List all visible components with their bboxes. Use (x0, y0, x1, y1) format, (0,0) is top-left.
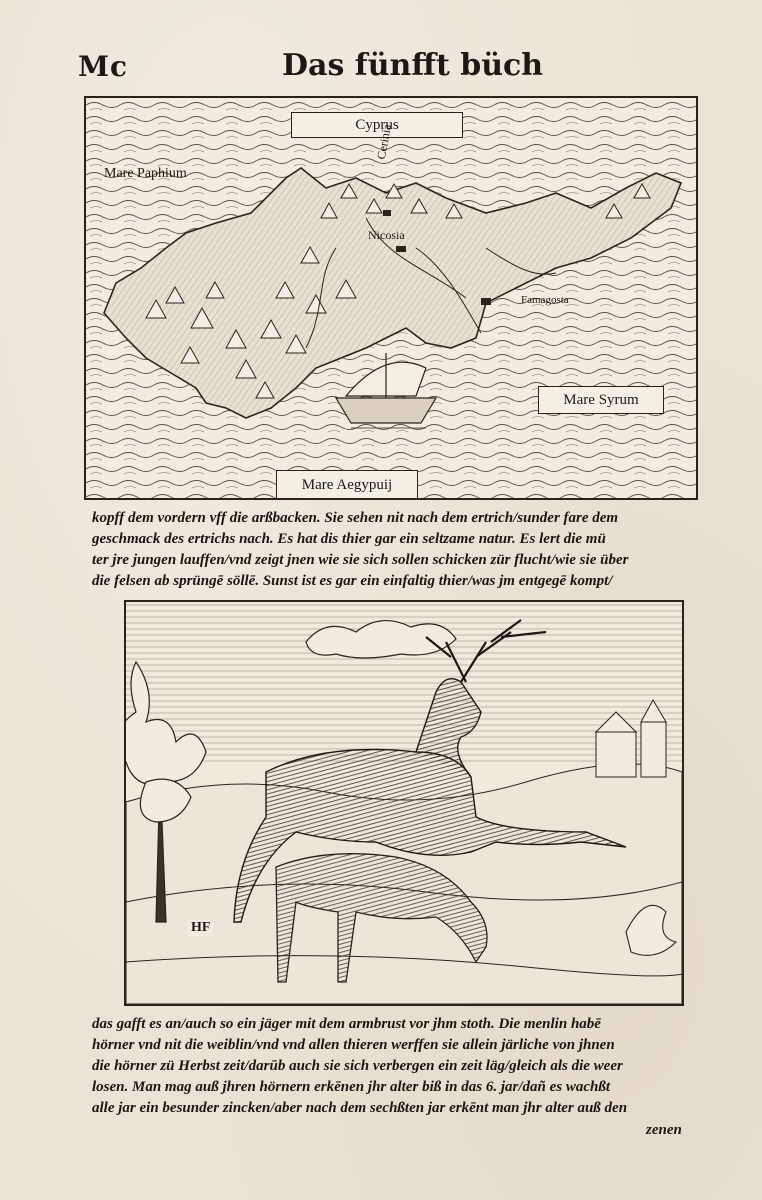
label-mare-aegyptii: Mare Aegypuij (301, 477, 393, 493)
label-mare-syrum: Mare Syrum (563, 392, 639, 408)
running-head: Das fünfft büch (282, 48, 544, 83)
text-line: geschmack des ertrichs nach. Es hat dis thier gar ein seltzame natur. Es lert die mü (92, 531, 606, 547)
text-block-lower (92, 1014, 712, 1119)
text-block-upper (92, 508, 712, 592)
catchword: zenen (646, 1122, 682, 1138)
label-nicosia: Nicosia (368, 228, 405, 242)
text-line: kopff dem vordern vff die arßbacken. Sie sehen nit nach dem ertrich/sunder fare dem (92, 510, 619, 526)
map-of-cyprus (84, 96, 698, 500)
label-cerinia: Cerinia (374, 123, 394, 161)
map-title: Cyprus (355, 117, 399, 133)
label-box-mare-syrum (538, 386, 664, 414)
map-engraving (86, 98, 696, 498)
artist-monogram: HF (188, 920, 213, 936)
text-line: ter jre jungen lauffen/vnd zeigt jnen wie sie sich sollen schicken zür flucht/wie sie über (92, 552, 629, 568)
woodcut-engraving (126, 602, 682, 1004)
text-line: das gafft es an/auch so ein jäger mit dem armbrust vor jhm stoth. Die menlin habē (92, 1016, 601, 1032)
text-line: hörner vnd nit die weiblin/vnd vnd allen thieren werffen sie allein järliche von jhnen (92, 1037, 615, 1053)
label-box-mare-aegyptii (276, 470, 418, 499)
folio-number: Mc (78, 50, 129, 83)
deer-woodcut (124, 600, 684, 1006)
label-mare-paphium: Mare Paphium (104, 166, 187, 181)
label-famagosta: Famagosta (521, 294, 569, 306)
map-title-cartouche (291, 112, 463, 138)
text-line: die hörner zü Herbst zeit/darūb auch sie sich verbergen ein zeit läg/gleich als die weer (92, 1058, 623, 1074)
text-line: alle jar ein besunder zincken/aber nach dem sechßten jar erkēnt man jhr alter auß den (92, 1100, 628, 1116)
text-line: die felsen ab sprüngē söllē. Sunst ist es gar ein einfaltig thier/was jm entgegē kompt/ (92, 573, 613, 589)
text-line: losen. Man mag auß jhren hörnern erkēnen jhr alter biß in das 6. jar/dañ es wachßt (92, 1079, 611, 1095)
